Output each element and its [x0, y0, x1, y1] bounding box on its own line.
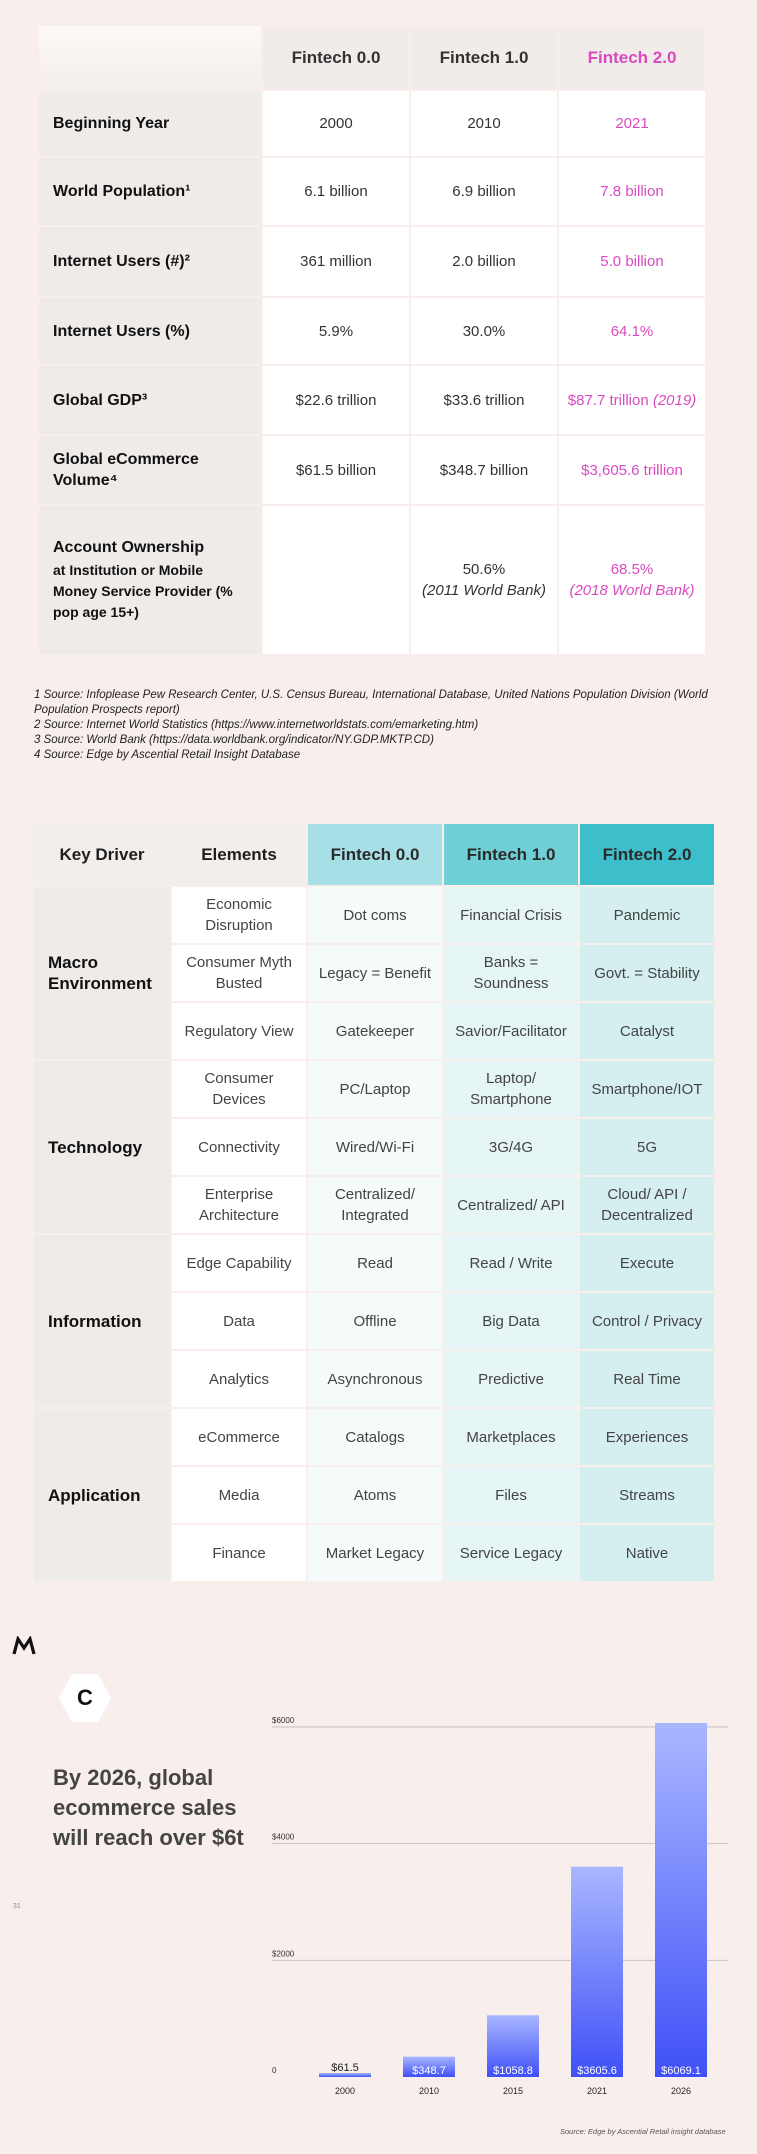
fintech-1-cell: Laptop/ Smartphone: [443, 1060, 579, 1118]
header-fintech-1: Fintech 1.0: [443, 823, 579, 886]
fintech-2-cell: Experiences: [579, 1408, 715, 1466]
fintech-1-cell: Financial Crisis: [443, 886, 579, 944]
fintech-2-cell: Catalyst: [579, 1002, 715, 1060]
account-label-main: Account Ownership: [53, 539, 205, 556]
fintech-2-cell: Execute: [579, 1234, 715, 1292]
header-fintech-0: Fintech 0.0: [307, 823, 443, 886]
cell: $33.6 trillion: [410, 365, 558, 435]
key-driver-group: Macro Environment: [33, 886, 171, 1060]
cell: $22.6 trillion: [262, 365, 410, 435]
element-cell: Media: [171, 1466, 307, 1524]
y-tick-label: 0: [272, 2066, 277, 2075]
fintech-0-cell: Dot coms: [307, 886, 443, 944]
bar-value-label: $6069.1: [661, 2065, 701, 2077]
fintech-1-cell: Marketplaces: [443, 1408, 579, 1466]
row-label: Global eCommerce Volume⁴: [38, 435, 262, 505]
fintech-2-cell: Control / Privacy: [579, 1292, 715, 1350]
header-fintech-1: Fintech 1.0: [410, 25, 558, 90]
row-label: World Population¹: [38, 157, 262, 226]
fintech-0-cell: Read: [307, 1234, 443, 1292]
fintech-0-cell: PC/Laptop: [307, 1060, 443, 1118]
fintech-1-cell: Savior/Facilitator: [443, 1002, 579, 1060]
account-note: (2011 World Bank): [422, 582, 546, 599]
cell: 30.0%: [410, 297, 558, 365]
row-label: Internet Users (%): [38, 297, 262, 365]
header-elements: Elements: [171, 823, 307, 886]
badge-letter: C: [77, 1685, 93, 1710]
header-fintech-0: Fintech 0.0: [262, 25, 410, 90]
page-number: 31: [13, 1903, 21, 1910]
fintech-1-cell: Big Data: [443, 1292, 579, 1350]
cell: 2000: [262, 90, 410, 157]
fintech-0-cell: Legacy = Benefit: [307, 944, 443, 1002]
element-cell: Consumer Devices: [171, 1060, 307, 1118]
key-driver-group: Information: [33, 1234, 171, 1408]
chart-source: Source: Edge by Ascential Retail insight database: [560, 2127, 726, 2136]
cell: 5.9%: [262, 297, 410, 365]
section-headline: By 2026, global ecommerce sales will reach over $6t: [53, 1765, 244, 1850]
key-driver-group: Technology: [33, 1060, 171, 1234]
bar-value-label: $1058.8: [493, 2065, 533, 2077]
cell: 2010: [410, 90, 558, 157]
cell: 2.0 billion: [410, 226, 558, 297]
fintech-0-cell: Gatekeeper: [307, 1002, 443, 1060]
bar-2026: [655, 1723, 707, 2077]
element-cell: Consumer Myth Busted: [171, 944, 307, 1002]
element-cell: Regulatory View: [171, 1002, 307, 1060]
x-tick-label: 2000: [334, 2086, 356, 2096]
fintech-0-cell: Market Legacy: [307, 1524, 443, 1582]
fintech-2-cell: Streams: [579, 1466, 715, 1524]
fintech-1-cell: Files: [443, 1466, 579, 1524]
footnote: 3 Source: World Bank (https://data.worldbank.org/indicator/NY.GDP.MKTP.CD): [34, 734, 434, 746]
fintech-2-cell: 5G: [579, 1118, 715, 1176]
header-key-driver: Key Driver: [33, 823, 171, 886]
account-value: 50.6%: [462, 561, 506, 578]
cell: 7.8 billion: [558, 157, 706, 226]
fintech-1-cell: Centralized/ API: [443, 1176, 579, 1234]
x-tick-label: 2026: [670, 2086, 692, 2096]
element-cell: Analytics: [171, 1350, 307, 1408]
footnote: 1 Source: Infoplease Pew Research Center, U.S. Census Bureau, International Database, United Nations Population Division (World Population Prospects report): [34, 689, 708, 716]
fintech-0-cell: Catalogs: [307, 1408, 443, 1466]
y-tick-label: $4000: [272, 1832, 295, 1842]
fintech-2-cell: Cloud/ API / Decentralized: [579, 1176, 715, 1234]
cell: 2021: [558, 90, 706, 157]
element-cell: eCommerce: [171, 1408, 307, 1466]
key-driver-group: Application: [33, 1408, 171, 1582]
x-tick-label: 2015: [502, 2086, 524, 2096]
account-label-sub: at Institution or Mobile Money Service Provider (% pop age 15+): [53, 562, 233, 620]
fintech-2-cell: Pandemic: [579, 886, 715, 944]
row-label: Global GDP³: [38, 365, 262, 435]
row-label: Internet Users (#)²: [38, 226, 262, 297]
account-note: (2018 World Bank): [569, 582, 695, 599]
y-tick-label: $6000: [272, 1716, 295, 1725]
fintech-0-cell: Centralized/ Integrated: [307, 1176, 443, 1234]
fintech-0-cell: Offline: [307, 1292, 443, 1350]
fintech-2-cell: Smartphone/IOT: [579, 1060, 715, 1118]
x-tick-label: 2021: [586, 2086, 608, 2096]
fintech-1-cell: Banks = Soundness: [443, 944, 579, 1002]
bar-value-label: $348.7: [412, 2065, 446, 2077]
cell: 6.9 billion: [410, 157, 558, 226]
fintech-0-cell: Asynchronous: [307, 1350, 443, 1408]
cell: $348.7 billion: [410, 435, 558, 505]
element-cell: Enterprise Architecture: [171, 1176, 307, 1234]
cell: $3,605.6 trillion: [558, 435, 706, 505]
cell: $61.5 billion: [262, 435, 410, 505]
element-cell: Finance: [171, 1524, 307, 1582]
row-label: Beginning Year: [38, 90, 262, 157]
bar-value-label: $61.5: [331, 2062, 359, 2074]
footnote: 2 Source: Internet World Statistics (https://www.internetworldstats.com/emarketing.htm): [34, 719, 479, 731]
header-fintech-2: Fintech 2.0: [558, 25, 706, 90]
element-cell: Connectivity: [171, 1118, 307, 1176]
cell: 361 million: [262, 226, 410, 297]
fintech-1-cell: 3G/4G: [443, 1118, 579, 1176]
fintech-2-cell: Govt. = Stability: [579, 944, 715, 1002]
bar-value-label: $3605.6: [577, 2065, 617, 2077]
fintech-0-cell: Wired/Wi-Fi: [307, 1118, 443, 1176]
cell: 6.1 billion: [262, 157, 410, 226]
y-tick-label: $2000: [272, 1949, 295, 1959]
fintech-1-cell: Service Legacy: [443, 1524, 579, 1582]
fintech-2-cell: Native: [579, 1524, 715, 1582]
cell: 64.1%: [558, 297, 706, 365]
account-value: 68.5%: [610, 561, 654, 578]
fintech-2-cell: Real Time: [579, 1350, 715, 1408]
gdp-year-note: (2019): [652, 391, 697, 409]
element-cell: Edge Capability: [171, 1234, 307, 1292]
element-cell: Economic Disruption: [171, 886, 307, 944]
header-fintech-2: Fintech 2.0: [579, 823, 715, 886]
bar-2021: [571, 1867, 623, 2077]
cell: 5.0 billion: [558, 226, 706, 297]
fintech-1-cell: Predictive: [443, 1350, 579, 1408]
element-cell: Data: [171, 1292, 307, 1350]
fintech-1-cell: Read / Write: [443, 1234, 579, 1292]
fintech-0-cell: Atoms: [307, 1466, 443, 1524]
footnote: 4 Source: Edge by Ascential Retail Insight Database: [34, 749, 301, 761]
x-tick-label: 2010: [418, 2086, 440, 2096]
gdp-value: $87.7 trillion: [567, 391, 649, 409]
